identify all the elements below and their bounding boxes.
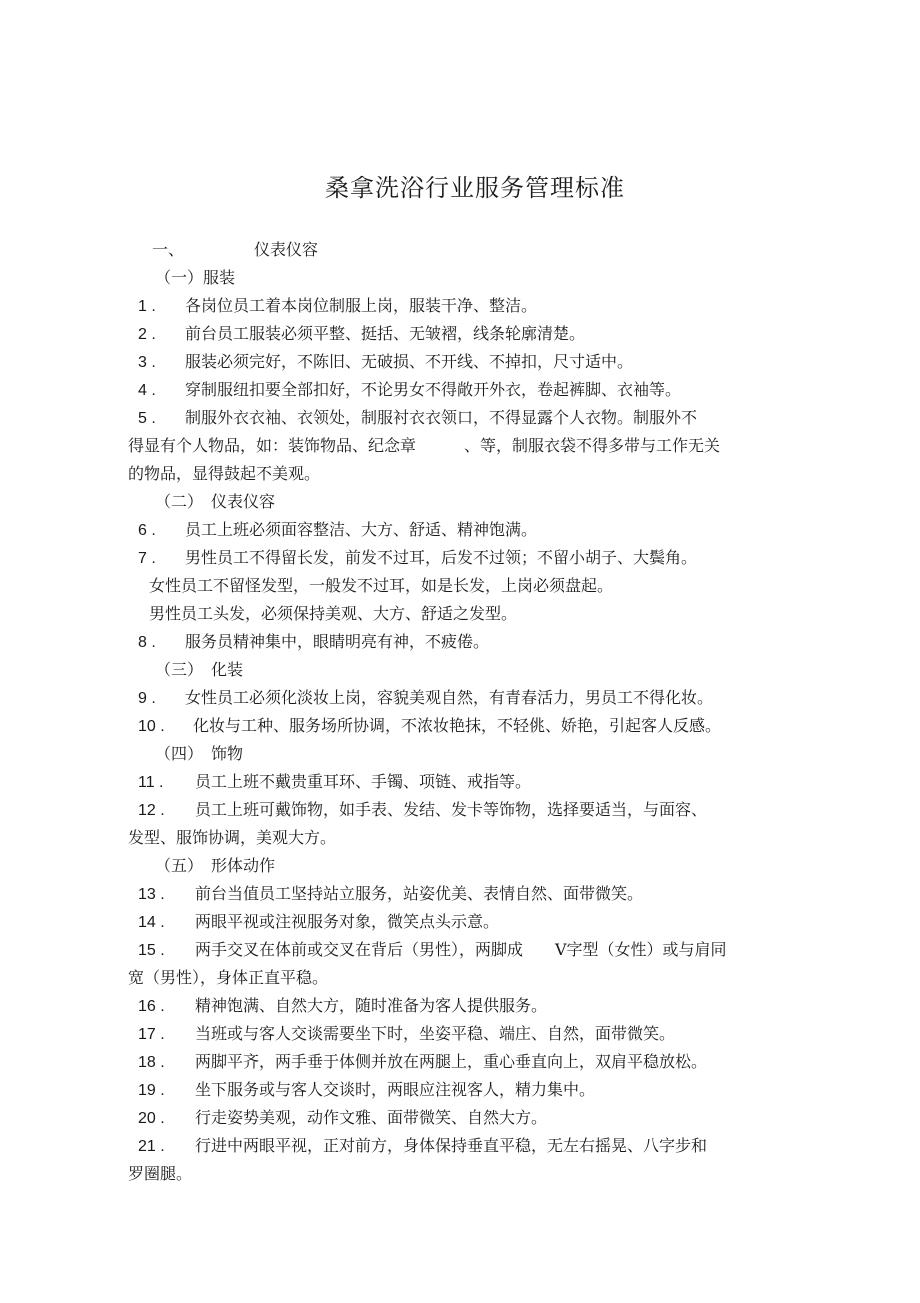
item-number: 2 .	[138, 326, 156, 343]
item-number: 7 .	[138, 550, 156, 567]
line-text: （一）服装	[155, 268, 236, 287]
list-item	[138, 296, 537, 317]
line-text: （三） 化装	[155, 660, 244, 679]
item-number: 15 .	[138, 942, 165, 959]
list-item	[138, 1052, 707, 1073]
line-text: 各岗位员工着本岗位制服上岗，服装干净、整洁。	[185, 296, 538, 315]
line-text: 服务员精神集中，眼睛明亮有神，不疲倦。	[185, 632, 490, 651]
item-number: 20 .	[138, 1110, 165, 1127]
line-text: 两眼平视或注视服务对象，微笑点头示意。	[195, 912, 500, 931]
item-number: 14 .	[138, 914, 165, 931]
line-text: 前台员工服装必须平整、挺括、无皱褶，线条轮廓清楚。	[185, 324, 586, 343]
item-number: 3 .	[138, 354, 156, 371]
line-text: 女性员工不留怪发型，一般发不过耳，如是长发，上岗必须盘起。	[149, 576, 614, 595]
item-number: 18 .	[138, 1054, 165, 1071]
line-text: 当班或与客人交谈需要坐下时，坐姿平稳、端庄、自然，面带微笑。	[195, 1024, 676, 1043]
item-number: 12 .	[138, 802, 165, 819]
line-text: 行进中两眼平视，正对前方，身体保持垂直平稳，无左右摇晃、八字步和	[195, 1136, 708, 1155]
section-heading	[152, 240, 318, 260]
item-number: 1 .	[138, 298, 156, 315]
list-item	[138, 688, 713, 709]
line-text: 精神饱满、自然大方，随时准备为客人提供服务。	[195, 996, 548, 1015]
line-text: 得显有个人物品，如：装饰物品、纪念章 、等，制服衣袋不得多带与工作无关	[128, 436, 721, 455]
line-text: （五） 形体动作	[155, 856, 276, 875]
line-text: 两脚平齐，两手垂于体侧并放在两腿上，重心垂直向上，双肩平稳放松。	[195, 1052, 708, 1071]
list-item	[138, 1136, 707, 1157]
continuation-line	[128, 968, 328, 988]
line-text: 发型、服饰协调，美观大方。	[128, 828, 337, 847]
line-text: 服装必须完好，不陈旧、无破损、不开线、不掉扣，尺寸适中。	[185, 352, 634, 371]
line-text: （二） 仪表仪容	[155, 492, 276, 511]
list-item	[138, 772, 531, 793]
list-item	[138, 800, 707, 821]
item-number: 6 .	[138, 522, 156, 539]
line-text: 宽（男性），身体正直平稳。	[128, 968, 329, 987]
list-item	[138, 996, 547, 1017]
list-item	[138, 940, 727, 961]
list-item	[138, 408, 697, 429]
continuation-line	[149, 576, 613, 596]
line-text: 化妆与工种、服务场所协调，不浓妆艳抹，不轻佻、娇艳，引起客人反感。	[193, 716, 722, 735]
list-item	[138, 632, 489, 653]
section-label: 仪表仪容	[254, 240, 319, 259]
line-text: 穿制服纽扣要全部扣好，不论男女不得敞开外衣，卷起裤脚、衣袖等。	[185, 380, 682, 399]
list-item	[138, 716, 721, 737]
list-item	[138, 912, 499, 933]
line-text: 两手交叉在体前或交叉在背后（男性），两脚成 V字型（女性）或与肩同	[195, 940, 727, 959]
item-number: 21 .	[138, 1138, 165, 1155]
section-number: 一、	[152, 240, 185, 259]
item-number: 9 .	[138, 690, 156, 707]
subheading	[155, 268, 235, 288]
line-text: 的物品，显得鼓起不美观。	[128, 464, 321, 483]
list-item	[138, 1108, 547, 1129]
line-text: （四） 饰物	[155, 744, 244, 763]
line-text: 男性员工不得留长发，前发不过耳，后发不过领；不留小胡子、大鬓角。	[185, 548, 698, 567]
list-item	[138, 324, 585, 345]
subheading	[155, 744, 243, 764]
line-text: 坐下服务或与客人交谈时，两眼应注视客人，精力集中。	[195, 1080, 596, 1099]
item-number: 13 .	[138, 886, 165, 903]
item-number: 11 .	[138, 774, 164, 791]
subheading	[155, 660, 243, 680]
list-item	[138, 1024, 675, 1045]
line-text: 男性员工头发，必须保持美观、大方、舒适之发型。	[149, 604, 518, 623]
subheading	[155, 856, 275, 876]
list-item	[138, 884, 643, 905]
continuation-line	[128, 464, 320, 484]
item-number: 19 .	[138, 1082, 165, 1099]
item-number: 10 .	[138, 718, 165, 735]
line-text: 行走姿势美观，动作文雅、面带微笑、自然大方。	[195, 1108, 548, 1127]
page-title: 桑拿洗浴行业服务管理标准	[325, 174, 625, 202]
line-text: 前台当值员工坚持站立服务，站姿优美、表情自然、面带微笑。	[195, 884, 644, 903]
list-item	[138, 352, 633, 373]
line-text: 女性员工必须化淡妆上岗，容貌美观自然，有青春活力，男员工不得化妆。	[185, 688, 714, 707]
list-item	[138, 520, 537, 541]
line-text: 制服外衣衣袖、衣领处，制服衬衣衣领口，不得显露个人衣物。制服外不	[185, 408, 698, 427]
line-text: 罗圈腿。	[128, 1164, 193, 1183]
item-number: 4 .	[138, 382, 156, 399]
list-item	[138, 380, 681, 401]
continuation-line	[128, 828, 336, 848]
item-number: 16 .	[138, 998, 165, 1015]
item-number: 5 .	[138, 410, 156, 427]
line-text: 员工上班不戴贵重耳环、手镯、项链、戒指等。	[195, 772, 532, 791]
continuation-line	[128, 436, 720, 456]
continuation-line	[149, 604, 517, 624]
item-number: 17 .	[138, 1026, 165, 1043]
continuation-line	[128, 1164, 192, 1184]
item-number: 8 .	[138, 634, 156, 651]
line-text: 员工上班可戴饰物，如手表、发结、发卡等饰物，选择要适当，与面容、	[195, 800, 708, 819]
list-item	[138, 1080, 595, 1101]
list-item	[138, 548, 697, 569]
subheading	[155, 492, 275, 512]
line-text: 员工上班必须面容整洁、大方、舒适、精神饱满。	[185, 520, 538, 539]
